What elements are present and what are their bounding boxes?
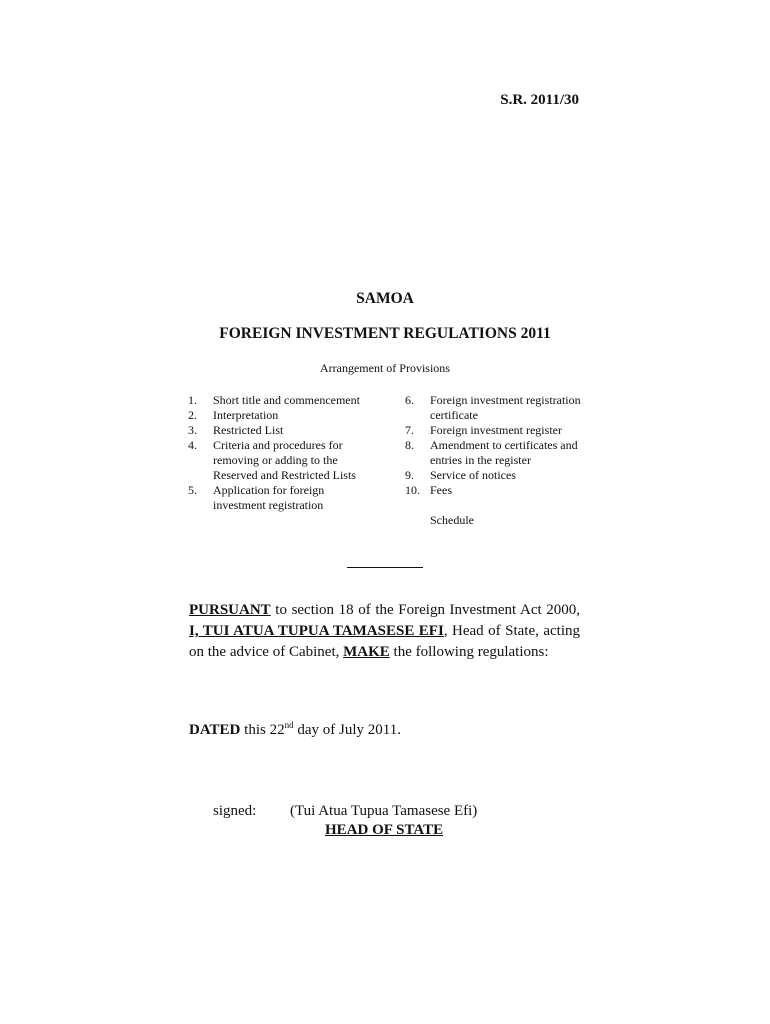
provision-item bbox=[405, 423, 585, 438]
provision-item bbox=[405, 393, 585, 423]
provision-item bbox=[188, 423, 368, 438]
provision-label: Application for foreign investment registration bbox=[213, 483, 325, 512]
provision-label: Service of notices bbox=[430, 468, 516, 482]
country-heading: SAMOA bbox=[356, 290, 414, 307]
provision-number: 4. bbox=[188, 438, 197, 452]
head-of-state-name: I, TUI ATUA TUPUA TAMASESE EFI bbox=[189, 623, 444, 639]
provision-label: Interpretation bbox=[213, 408, 279, 422]
provision-item bbox=[405, 468, 585, 483]
provision-number: 3. bbox=[188, 423, 197, 437]
preamble-text: the following regulations: bbox=[389, 644, 549, 660]
signatory-office: HEAD OF STATE bbox=[325, 822, 444, 838]
make-keyword: MAKE bbox=[343, 644, 390, 660]
enacting-preamble bbox=[189, 600, 580, 663]
dated-text: day of July 2011. bbox=[293, 722, 401, 738]
provision-label: Foreign investment registration certificate bbox=[430, 393, 581, 422]
provision-item bbox=[405, 438, 585, 468]
pursuant-keyword: PURSUANT bbox=[189, 602, 271, 618]
provision-label: Short title and commencement bbox=[213, 393, 360, 407]
provision-number: 7. bbox=[405, 423, 414, 437]
provision-item bbox=[188, 438, 368, 483]
preamble-text: to section 18 of the Foreign Investment Act 2000, bbox=[270, 602, 580, 618]
signatory-name: (Tui Atua Tupua Tamasese Efi) bbox=[290, 803, 478, 819]
provision-item bbox=[188, 408, 368, 423]
dated-keyword: DATED bbox=[189, 722, 241, 738]
provision-label: Amendment to certificates and entries in the register bbox=[430, 438, 578, 467]
provision-label: Criteria and procedures for removing or adding to the Reserved and Restricted Lists bbox=[213, 438, 356, 482]
signed-label: signed: bbox=[213, 803, 257, 819]
provision-label: Foreign investment register bbox=[430, 423, 562, 437]
provisions-list-right bbox=[405, 393, 585, 528]
provision-number: 9. bbox=[405, 468, 414, 482]
schedule-label: Schedule bbox=[430, 513, 474, 527]
provision-number: 10. bbox=[405, 483, 420, 497]
provision-item bbox=[405, 483, 585, 498]
arrangement-heading: Arrangement of Provisions bbox=[320, 361, 450, 375]
dated-text: this 22 bbox=[240, 722, 285, 738]
regulation-title: FOREIGN INVESTMENT REGULATIONS 2011 bbox=[219, 325, 551, 342]
statutory-rule-number: S.R. 2011/30 bbox=[500, 92, 579, 108]
ordinal-suffix: nd bbox=[284, 720, 294, 730]
dated-line bbox=[189, 720, 401, 739]
section-divider bbox=[347, 567, 423, 568]
provision-number: 2. bbox=[188, 408, 197, 422]
provision-number: 8. bbox=[405, 438, 414, 452]
provision-label: Fees bbox=[430, 483, 452, 497]
provision-item bbox=[188, 483, 368, 513]
preamble-text: , Head of State, acting on the advice of Cabinet, bbox=[189, 623, 580, 660]
provision-label: Restricted List bbox=[213, 423, 284, 437]
provision-number: 1. bbox=[188, 393, 197, 407]
provisions-list-left bbox=[188, 393, 368, 513]
provision-item bbox=[188, 393, 368, 408]
provision-number: 6. bbox=[405, 393, 414, 407]
provision-number: 5. bbox=[188, 483, 197, 497]
